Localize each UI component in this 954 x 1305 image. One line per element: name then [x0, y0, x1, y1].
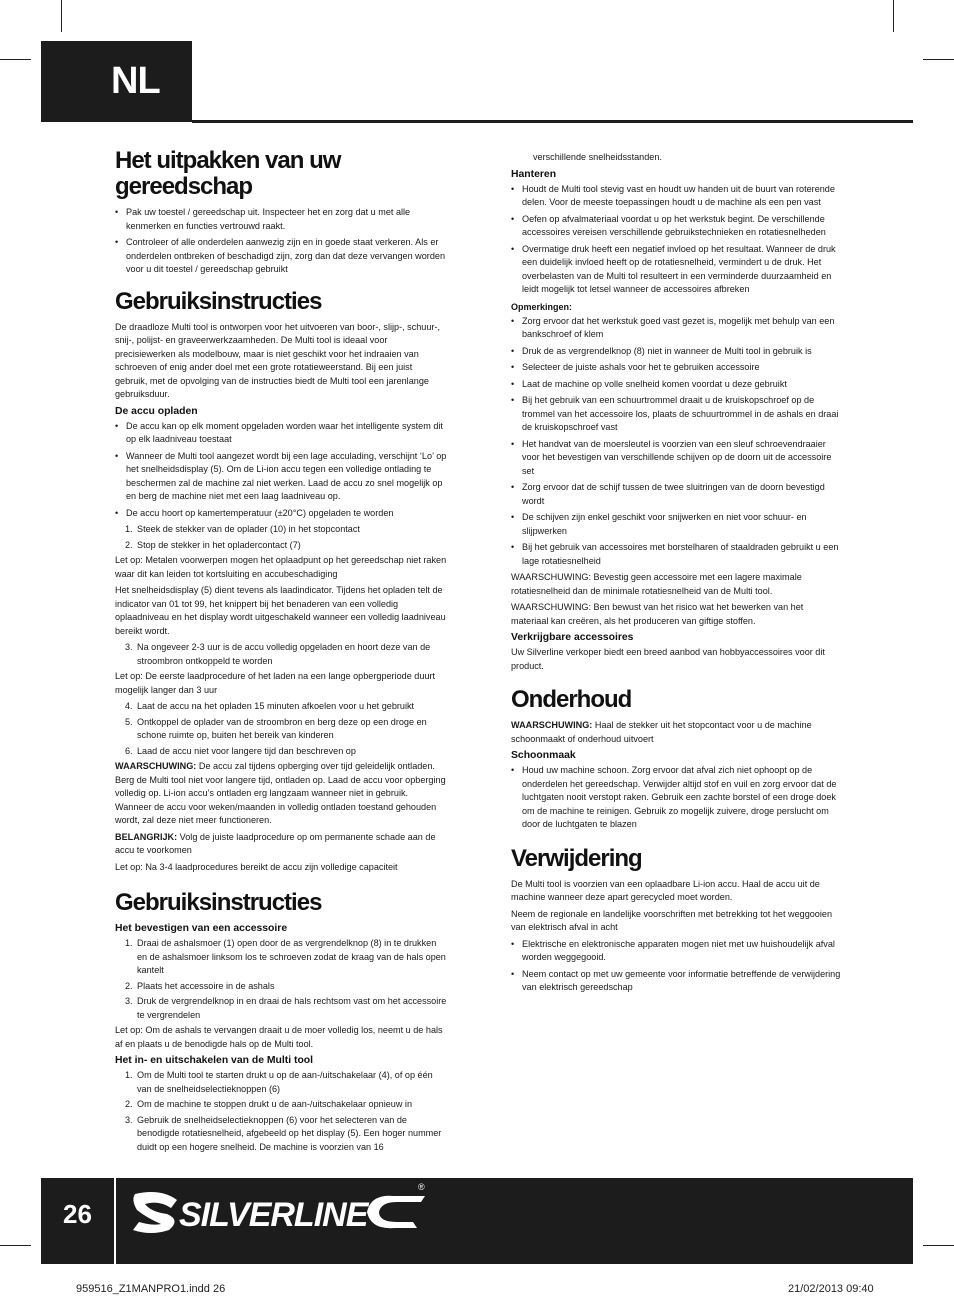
important-text: Volg de juiste laadprocedure op om permanente schade aan de accu te voorkomen: [115, 831, 436, 855]
logo-wordmark: SILVERLINE: [179, 1196, 368, 1234]
section-title-unpack: Het uitpakken van uw gereedschap: [115, 147, 341, 200]
crop-mark: [923, 59, 954, 60]
important-label: BELANGRIJK:: [115, 831, 178, 842]
attach-heading: Het bevestigen van een accessoire: [115, 923, 288, 934]
step-text: Stop de stekker in het opladercontact (7): [137, 539, 301, 550]
step-text: Draai de ashalsmoer (1) open door de as vergrendelknop (8) in te drukken en de ashalsmoer linksom los te schroeven zodat de kraag van de hals open kantelt: [137, 938, 446, 975]
charge-steps-c: [115, 700, 447, 758]
step-item: [115, 980, 447, 994]
charge-list: [115, 420, 447, 521]
remarks-heading: Opmerkingen:: [511, 301, 573, 312]
switch-heading: Het in- en uitschakelen van de Multi tool: [115, 1055, 314, 1066]
crop-mark: [0, 59, 31, 60]
list-item: • Controleer of alle onderdelen aanwezig zijn en in goede staat verkeren. Als er onderdelen ontbreken of beschadigd zijn, zorg dan dat deze vervangen worden voor u dit toestel / gereedschap gebruikt: [115, 236, 447, 277]
language-tab: NL: [41, 41, 192, 122]
remarks-list: [511, 315, 841, 569]
step-item: [115, 716, 447, 743]
note: Let op: Metalen voorwerpen mogen het oplaadpunt op het gereedschap niet raken waar dit kan leiden tot kortsluiting en accubeschadiging: [115, 555, 447, 579]
charge-steps-b: [115, 641, 447, 668]
step-number: 1.: [125, 938, 133, 948]
date-slug: 21/02/2013 09:40: [788, 1283, 874, 1295]
file-slug: 959516_Z1MANPRO1.indd 26: [76, 1283, 226, 1295]
step-text: Steek de stekker van de oplader (10) in het stopcontact: [137, 524, 360, 534]
step-text: Na ongeveer 2-3 uur is de accu volledig opgeladen en hoort deze van de stroombron ontkoppeld te worden: [137, 642, 431, 666]
footer-divider: [114, 1178, 116, 1264]
list-item: • Het handvat van de moersleutel is voorzien van een sleuf schroevendraaier voor het bevestigen van verschillende schijven op de doorn uit de accessoire set: [511, 438, 841, 479]
switch-steps: [115, 1069, 447, 1154]
list-item: • Neem contact op met uw gemeente voor informatie betreffende de verwijdering van elektrisch gereedschap: [511, 968, 841, 995]
warning-paragraph: [511, 719, 841, 746]
important-paragraph: [115, 831, 447, 858]
list-item: • Laat de machine op volle snelheid komen voordat u deze gebruikt: [511, 378, 841, 392]
step-text: Druk de vergrendelknop in en draai de hals rechtsom vast om het accessoire te vergrendelen: [137, 996, 447, 1020]
footer-bar: [41, 1178, 913, 1264]
note: Let op: De eerste laadprocedure of het laden na een lange opbergperiode duurt mogelijk langer dan 3 uur: [115, 671, 436, 695]
right-column: [511, 151, 841, 998]
note: Let op: Om de ashals te vervangen draait u de moer volledig los, neemt u de hals af en plaats u de benodigde hals op de Multi tool.: [115, 1025, 443, 1049]
step-text: Plaats het accessoire in de ashals: [137, 980, 275, 991]
section-title-usage-2: Gebruiksinstructies: [115, 889, 322, 916]
step-number: 2.: [125, 539, 133, 550]
crop-mark: [923, 1245, 954, 1246]
silverline-logo: [131, 1186, 431, 1236]
charge-steps-a: [115, 523, 447, 552]
warning-label: WAARSCHUWING:: [511, 720, 593, 730]
disposal-text: De Multi tool is voorzien van een oplaadbare Li-ion accu. Haal de accu uit de machine wanneer deze apart gerecycled moet worden.: [511, 878, 820, 902]
step-item: [115, 523, 447, 537]
step-number: 3.: [125, 1114, 133, 1125]
step-number: 2.: [125, 980, 133, 991]
charge-heading: De accu opladen: [115, 405, 198, 417]
step-number: 3.: [125, 642, 133, 652]
step-number: 4.: [125, 701, 133, 711]
list-item: • De schijven zijn enkel geschikt voor snijwerken en niet voor schuur- en slijpwerken: [511, 511, 841, 538]
cleaning-heading: Schoonmaak: [511, 750, 576, 761]
step-text: Laad de accu niet voor langere tijd dan beschreven op: [137, 745, 356, 756]
disposal-list: [511, 938, 841, 995]
accessories-heading: Verkrijgbare accessoires: [511, 632, 634, 643]
step-item: [115, 1069, 447, 1096]
step-item: [115, 1114, 447, 1155]
step-number: 5.: [125, 716, 133, 727]
warning-text: Haal de stekker uit het stopcontact voor u de machine schoonmaakt of onderhoud uitvoert: [511, 720, 812, 744]
step-item: [115, 539, 447, 553]
warning-label: WAARSCHUWING:: [115, 761, 197, 771]
step-number: 1.: [125, 524, 133, 534]
cleaning-list: [511, 764, 841, 832]
step-item: [115, 641, 447, 668]
list-item: • Pak uw toestel / gereedschap uit. Inspecteer het en zorg dat u met alle kenmerken en functies vertrouwd raakt.: [115, 206, 447, 233]
unpack-list: [115, 206, 447, 277]
section-title-disposal: Verwijdering: [511, 844, 642, 872]
crop-mark: [893, 0, 894, 32]
step-item: [115, 1098, 447, 1112]
accessories-text: Uw Silverline verkoper biedt een breed aanbod van hobbyaccessoires voor dit product.: [511, 647, 825, 671]
step-text: Gebruik de snelheidselectieknoppen (6) voor het selecteren van de benodigde rotatiesnelheid, afgebeeld op het display (5). Een hoger nummer duidt op een hogere snelheid. De machine is voorzien van 16: [137, 1114, 442, 1152]
list-item: • Houdt de Multi tool stevig vast en houdt uw handen uit de buurt van roterende delen. Voor de meeste toepassingen houdt u de machine als een pen vast: [511, 183, 841, 210]
header-rule: [192, 120, 913, 123]
list-item: • Oefen op afvalmateriaal voordat u op het werkstuk begint. De verschillende accessoires vereisen verschillende gebruikstechnieken en rotatiesnelheden: [511, 213, 841, 240]
step-item: [115, 745, 447, 759]
step-number: 3.: [125, 996, 133, 1006]
step-number: 2.: [125, 1099, 133, 1109]
step-item: [115, 700, 447, 714]
list-item: • Wanneer de Multi tool aangezet wordt bij een lage acculading, verschijnt ‘Lo’ op het snelheidsdisplay (5). Om de Li-ion accu tegen een volledige ontlading te beschermen zal de machine zal niet werken. Laad de accu zo snel mogelijk op en berg de machine niet met een laag laadniveau op.: [115, 450, 447, 504]
list-item: • Elektrische en elektronische apparaten mogen niet met uw huishoudelijk afval worden weggegooid.: [511, 938, 841, 965]
list-item: • De accu hoort op kamertemperatuur (±20°C) opgeladen te worden: [115, 507, 447, 521]
list-item: • Druk de as vergrendelknop (8) niet in wanneer de Multi tool in gebruik is: [511, 345, 841, 359]
step-text: Om de machine te stoppen drukt u de aan-/uitschakelaar opnieuw in: [137, 1099, 412, 1109]
display-text: Het snelheidsdisplay (5) dient tevens als laadindicator. Tijdens het opladen telt de indicator van 01 tot 99, het knippert bij het benaderen van een volledig oplaadniveau en het display wordt uitgeschakeld wanneer een volledig laadniveau bereikt wordt.: [115, 585, 446, 636]
warning-paragraph: WAARSCHUWING: Ben bewust van het risico wat het bewerken van het materiaal kan creëren, als het produceren van giftige stoffen.: [511, 602, 804, 626]
list-item: • De accu kan op elk moment opgeladen worden waar het intelligente system dit op elk laadniveau toestaat: [115, 420, 447, 447]
step-text: Om de Multi tool te starten drukt u op de aan-/uitschakelaar (4), of op één van de snelheidselectieknoppen (6): [137, 1070, 433, 1094]
step-item: [115, 937, 447, 978]
step-number: 6.: [125, 745, 133, 756]
disposal-text: Neem de regionale en landelijke voorschriften met betrekking tot het weggooien van elektrisch afval in acht: [511, 908, 832, 932]
list-item: • Bij het gebruik van accessoires met borstelharen of staaldraden gebruikt u een lage rotatiesnelheid: [511, 541, 841, 568]
step-item: [115, 995, 447, 1022]
warning-paragraph: WAARSCHUWING: Bevestig geen accessoire met een lagere maximale rotatiesnelheid dan de minimale rotatiesnelheid van de Multi tool.: [511, 572, 802, 596]
note: Let op: Na 3-4 laadprocedures bereikt de accu zijn volledige capaciteit: [115, 861, 398, 872]
warning-paragraph: [115, 760, 447, 828]
list-item: • Selecteer de juiste ashals voor het te gebruiken accessoire: [511, 361, 841, 375]
left-column: [115, 148, 447, 1156]
list-item: • Overmatige druk heeft een negatief invloed op het resultaat. Wanneer de druk een duidelijk invloed heeft op de rotatiesnelheid, vermindert u de druk. Het overbelasten van de Multi tol resulteert in een verminderde duurzaamheid en leidt mogelijk tot letsel wanneer de accessoires afbreken: [511, 243, 841, 297]
list-item: • Zorg ervoor dat het werkstuk goed vast gezet is, mogelijk met behulp van een bankschroef of klem: [511, 315, 841, 342]
handling-heading: Hanteren: [511, 168, 557, 180]
attach-steps: [115, 937, 447, 1022]
step-text: Ontkoppel de oplader van de stroombron en berg deze op een droge en schone ruimte op, buiten het bereik van kinderen: [137, 716, 427, 740]
crop-mark: [61, 0, 62, 32]
continuation-text: verschillende snelheidsstanden.: [533, 152, 662, 162]
list-item: • Bij het gebruik van een schuurtrommel draait u de kruiskopschroef op de trommel van het accessoire los, plaats de schuurtrommel in de ashals en draai de kruiskopschroef vast: [511, 394, 841, 435]
step-number: 1.: [125, 1070, 133, 1080]
list-item: • Zorg ervoor dat de schijf tussen de twee sluitringen van de doorn bevestigd wordt: [511, 481, 841, 508]
usage-intro: De draadloze Multi tool is ontworpen voor het uitvoeren van boor-, slijp-, schuur-, snij-, polijst- en graveerwerkzaamheden. De Multi tool is ideaal voor precisiewerken als modelbouw, maar is niet geschikt voor het indraaien van schroeven of enig ander doel met een grote rotatieweerstand. Bij een juist gebruik, met de opvolging van de instructies biedt de Multi tool een jarenlange gebruiksduur.: [115, 321, 441, 399]
step-text: Laat de accu na het opladen 15 minuten afkoelen voor u het gebruikt: [137, 701, 415, 711]
warning-text: De accu zal tijdens opberging over tijd geleidelijk ontladen. Berg de Multi tool niet voor langere tijd, ontladen op. Laad de accu voor opberging volledig op. Li-ion accu’s ontladen erg langzaam wanneer niet in gebruik. Wanneer de accu voor weken/maanden in volledig ontladen toestand gehouden wordt, zal deze niet meer functioneren.: [115, 761, 446, 825]
page-number: 26: [63, 1199, 92, 1229]
crop-mark: [0, 1245, 31, 1246]
handling-list: [511, 183, 841, 297]
section-title-maintenance: Onderhoud: [511, 686, 632, 713]
list-item: • Houd uw machine schoon. Zorg ervoor dat afval zich niet ophoopt op de onderdelen het gereedschap. Verwijder altijd stof en vuil en zorg ervoor dat de luchtgaten nooit verstopt raken. Gebruik een zachte borstel of een droge doek om de machine te reinigen. Gebruik zo mogelijk zuivere, droge perslucht om door de luchtgaten te blazen: [511, 764, 841, 832]
registered-mark: ®: [418, 1182, 425, 1192]
section-title-usage: Gebruiksinstructies: [115, 287, 322, 315]
